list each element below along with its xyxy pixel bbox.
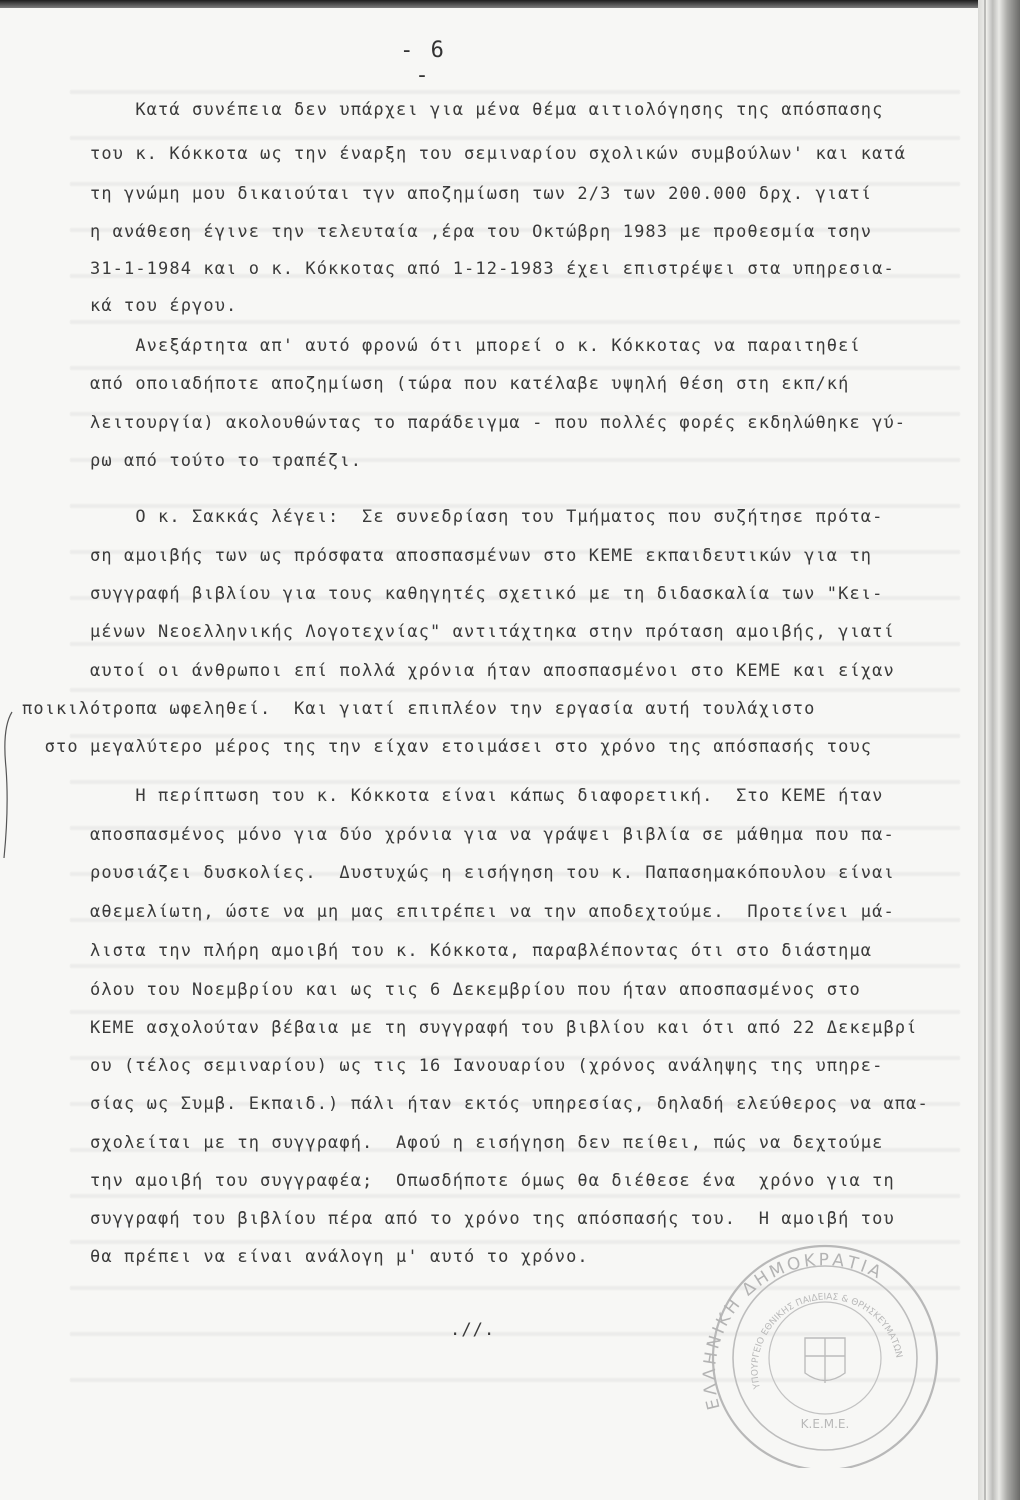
text-line: αυτοί οι άνθρωποι επί πολλά χρόνια ήταν αποσπασμένοι στο ΚΕΜΕ και είχαν [22,661,895,681]
text-line: σχολείται με τη συγγραφή. Αφού η εισήγηση δεν πείθει, πώς να δεχτούμε [22,1133,884,1153]
text-line: του κ. Κόκκοτα ως την έναρξη του σεμιναρίου σχολικών συμβούλων' και κατά [22,144,907,164]
closing-mark: .//. [450,1320,496,1340]
text-line: ση αμοιβής των ως πρόσφατα αποσπασμένων στο ΚΕΜΕ εκπαιδευτικών για τη [22,546,873,566]
scan-top-shadow [0,0,978,8]
text-line: η ανάθεση έγινε την τελευταία ,έρα του Οκτώβρη 1983 με προθεσμία τσην [22,222,873,242]
stamp-inner-text: ΥΠΟΥΡΓΕΙΟ ΕΘΝΙΚΗΣ ΠΑΙΔΕΙΑΣ & ΘΡΗΣΚΕΥΜΑΤΩΝ [750,1292,904,1390]
text-line: μένων Νεοελληνικής Λογοτεχνίας" αντιτάχτηκα στην πρόταση αμοιβής, γιατί [22,622,895,642]
text-line: σίας ως Συμβ. Εκπαιδ.) πάλι ήταν εκτός υπηρεσίας, δηλαδή ελεύθερος να απα- [22,1094,929,1114]
stamp-outer-text: ΕΛΛΗΝΙΚΗ ΔΗΜΟΚΡΑΤΙΑ [699,1250,887,1412]
text-line: συγγραφή βιβλίου για τους καθηγητές σχετικό με τη διδασκαλία των "Κει- [22,584,884,604]
stamp-emblem [805,1338,845,1383]
text-line: ου (τέλος σεμιναρίου) ως τις 16 Ιανουαρίου (χρόνος ανάληψης της υπηρε- [22,1056,884,1076]
text-line: θα πρέπει να είναι ανάλογη μ' αυτό το χρόνο. [22,1247,589,1267]
page-number: - 6 - [400,38,446,88]
text-line: Η περίπτωση του κ. Κόκκοτα είναι κάπως διαφορετική. Στο ΚΕΜΕ ήταν [22,786,884,806]
official-seal-stamp [690,1238,960,1468]
text-line: όλου του Νοεμβρίου και ως τις 6 Δεκεμβρίου που ήταν αποσπασμένος στο [22,980,861,1000]
text-line: λειτουργία) ακολουθώντας το παράδειγμα - που πολλές φορές εκδηλώθηκε γύ- [22,413,907,433]
text-line: ποικιλότροπα ωφεληθεί. Και γιατί επιπλέον την εργασία αυτή τουλάχιστο [22,699,816,719]
text-line: ρουσιάζει δυσκολίες. Δυστυχώς η εισήγηση του κ. Παπασημακόπουλου είναι [22,863,895,883]
text-line: Ανεξάρτητα απ' αυτό φρονώ ότι μπορεί ο κ. Κόκκοτας να παραιτηθεί [22,336,861,356]
text-line: Ο κ. Σακκάς λέγει: Σε συνεδρίαση του Τμήματος που συζήτησε πρότα- [22,507,884,527]
text-line: 31-1-1984 και ο κ. Κόκκοτας από 1-12-1983 έχει επιστρέψει στα υπηρεσια- [22,259,895,279]
text-line: αθεμελίωτη, ώστε να μη μας επιτρέπει να την αποδεχτούμε. Προτείνει μά- [22,902,895,922]
text-line: ρω από τούτο το τραπέζι. [22,451,363,471]
text-line: τη γνώμη μου δικαιούται τγν αποζημίωση των 2/3 των 200.000 δρχ. γιατί [22,184,873,204]
page-edge-stack [978,0,1020,1500]
document-sheet [0,8,978,1500]
text-line: λιστα την πλήρη αμοιβή του κ. Κόκκοτα, παραβλέποντας ότι στο διάστημα [22,941,873,961]
text-line: από οποιαδήποτε αποζημίωση (τώρα που κατέλαβε υψηλή θέση στη εκπ/κή [22,374,850,394]
svg-text:ΕΛΛΗΝΙΚΗ ΔΗΜΟΚΡΑΤΙΑ [700,1250,887,1411]
margin-bracket-mark [0,708,16,868]
text-line: την αμοιβή του συγγραφέα; Οπωσδήποτε όμως θα διέθεσε ένα χρόνο για τη [22,1171,895,1191]
text-line: αποσπασμένος μόνο για δύο χρόνια για να γράψει βιβλία σε μάθημα που πα- [22,825,895,845]
text-line: στο μεγαλύτερο μέρος της την είχαν ετοιμάσει στο χρόνο της απόσπασής τους [22,737,873,757]
text-line: συγγραφή του βιβλίου πέρα από το χρόνο της απόσπασής του. Η αμοιβή του [22,1209,895,1229]
stamp-center-text: Κ.Ε.Μ.Ε. [800,1417,850,1431]
svg-text:ΥΠΟΥΡΓΕΙΟ ΕΘΝΙΚΗΣ ΠΑΙΔΕΙΑΣ & Θ [750,1292,903,1390]
text-line: κά του έργου. [22,296,238,316]
text-line: Κατά συνέπεια δεν υπάρχει για μένα θέμα αιτιολόγησης της απόσπασης [22,100,884,120]
text-line: ΚΕΜΕ ασχολούταν βέβαια με τη συγγραφή του βιβλίου και ότι από 22 Δεκεμβρί [22,1018,918,1038]
